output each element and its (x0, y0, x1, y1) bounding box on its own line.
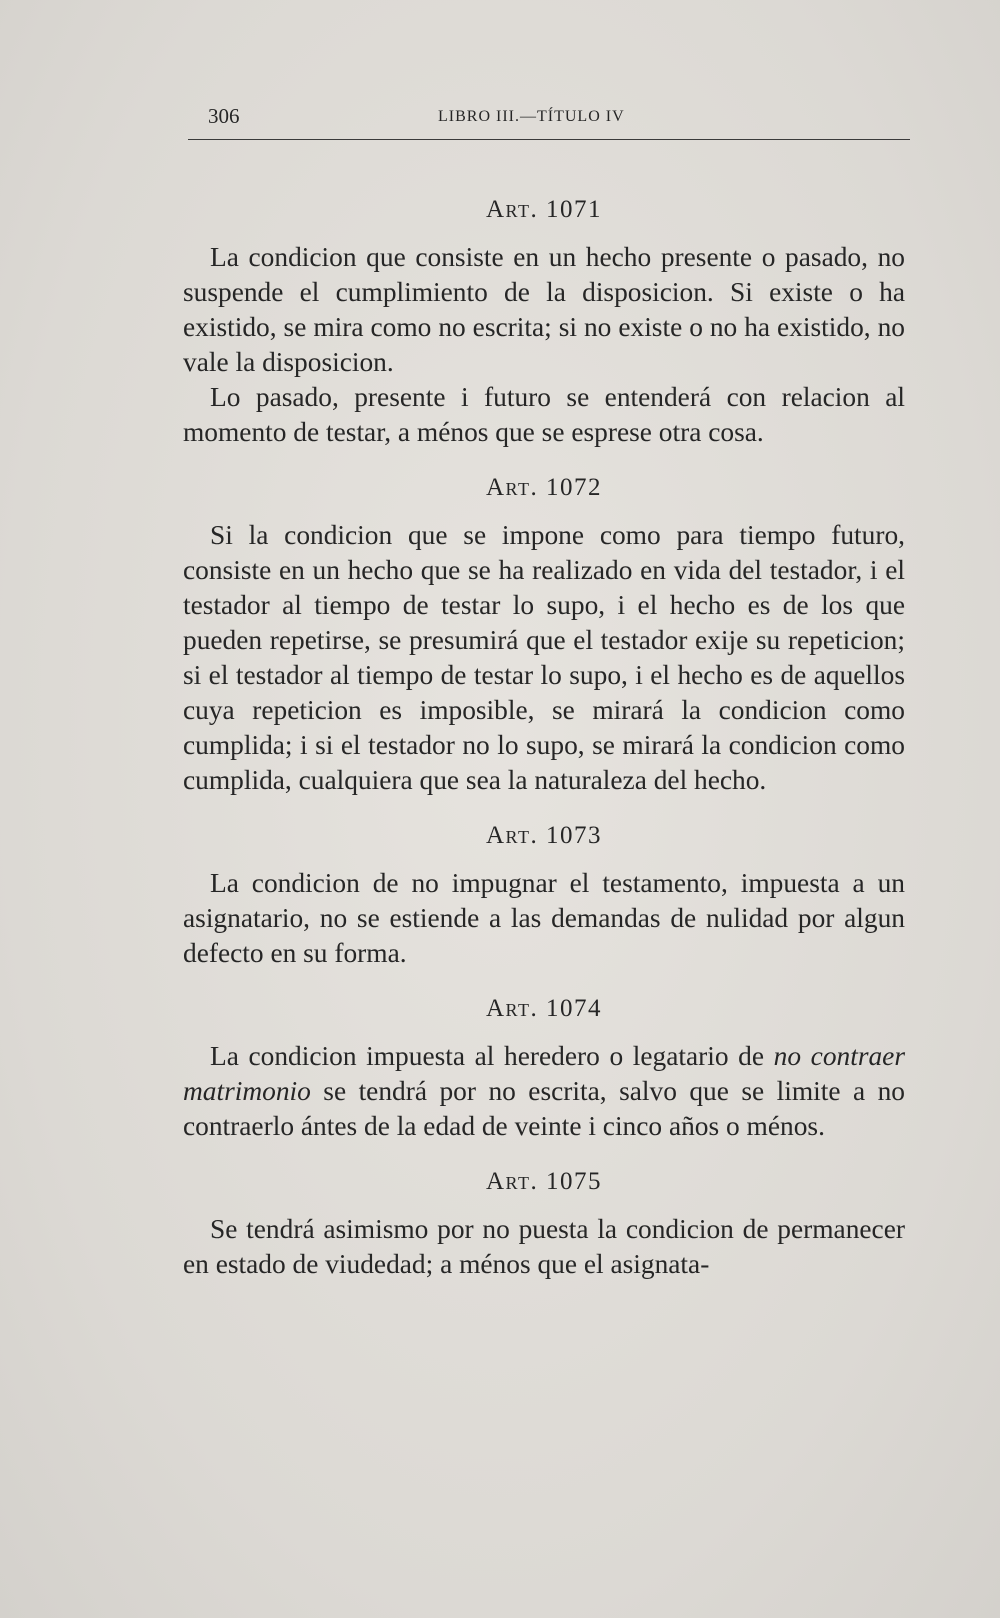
article-paragraph: La condicion que consiste en un hecho presente o pasado, no suspende el cumplimiento de la disposicion. Si existe o ha existido, se mira como no escrita; si no existe o no ha existido, no vale la disposicion. (183, 242, 905, 377)
article-paragraph: Lo pasado, presente i futuro se entenderá con relacion al momento de testar, a ménos que se esprese otra cosa. (183, 382, 905, 447)
article-paragraph: Si la condicion que se impone como para tiempo futuro, consiste en un hecho que se ha realizado en vida del testador, i el testador al tiempo de testar lo supo, i el hecho es de los que pueden repetirse, se presumirá que el testador exije su repeticion; si el testador al tiempo de testar lo supo, i el hecho es de aquellos cuya repeticion es imposible, se mirará la condicion como cumplida; i si el testador no lo supo, se mirará la condicion como cumplida, cualquiera que sea la naturaleza del hecho. (183, 520, 905, 795)
article-paragraph: La condicion impuesta al heredero o legatario de no contraer matrimonio se tendrá por no escrita, salvo que se limite a no contraerlo ántes de la edad de veinte i cinco años o ménos. (183, 1041, 905, 1141)
article-heading: Art. 1074 (486, 995, 602, 1022)
article-heading: Art. 1073 (486, 822, 602, 849)
article-1075 (183, 1162, 905, 1282)
italic-phrase: no contraer matrimonio (183, 1041, 905, 1106)
article-paragraph: La condicion de no impugnar el testamento, impuesta a un asignatario, no se estiende a las demandas de nulidad por algun defecto en su forma. (183, 868, 905, 968)
article-heading: Art. 1072 (486, 474, 602, 501)
page-body (183, 190, 905, 1300)
header-rule (188, 139, 910, 140)
page-number: 306 (208, 104, 240, 128)
article-1071 (183, 190, 905, 450)
article-1073 (183, 816, 905, 971)
article-heading: Art. 1071 (486, 196, 602, 223)
page-header (208, 104, 908, 134)
article-1074 (183, 989, 905, 1144)
article-heading: Art. 1075 (486, 1168, 602, 1195)
article-paragraph: Se tendrá asimismo por no puesta la condicion de permanecer en estado de viudedad; a ménos que el asignata- (183, 1214, 905, 1279)
running-head: LIBRO III.—TÍTULO IV (438, 108, 625, 125)
article-1072 (183, 468, 905, 798)
